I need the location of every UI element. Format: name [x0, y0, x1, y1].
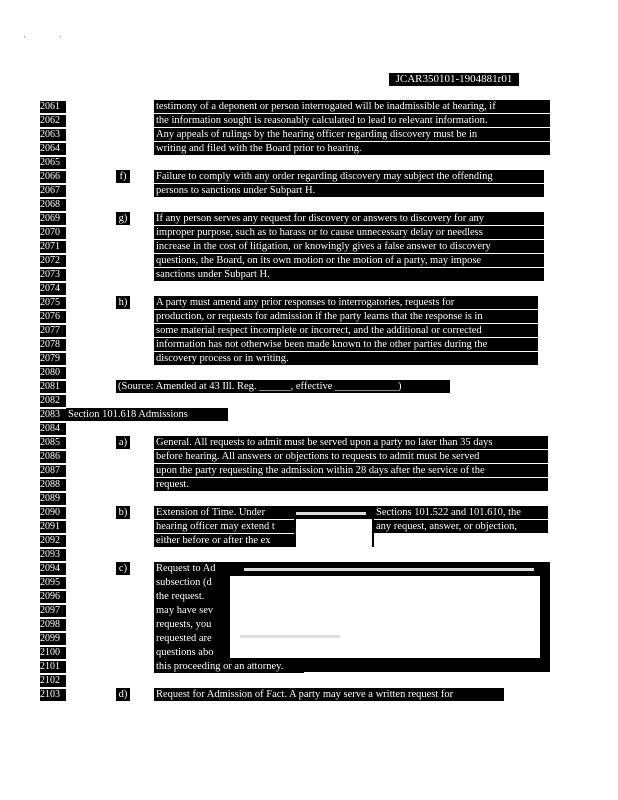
line-number: 2087 — [40, 465, 66, 477]
document-id: JCAR350101-1904881r01 — [389, 73, 519, 86]
text-line: request. — [154, 478, 548, 491]
line-number: 2081 — [40, 381, 66, 393]
line-number: 2074 — [40, 283, 66, 295]
text-line: Request to Ad — [154, 562, 228, 575]
text-line: persons to sanctions under Subpart H. — [154, 184, 544, 197]
line-number: 2085 — [40, 437, 66, 449]
line-number: 2091 — [40, 521, 66, 533]
text-line: writing and filed with the Board prior to hearing. — [154, 142, 550, 155]
subsection-label-h: h) — [116, 296, 130, 309]
line-number: 2101 — [40, 661, 66, 673]
line-number: 2093 — [40, 549, 66, 561]
subsection-label-d: d) — [116, 688, 130, 701]
line-number: 2098 — [40, 619, 66, 631]
line-number: 2084 — [40, 423, 66, 435]
text-line: information has not otherwise been made known to the other parties during the — [154, 338, 538, 351]
text-line: discovery process or in writing. — [154, 352, 538, 365]
text-line: production, or requests for admission if the party learns that the response is in — [154, 310, 538, 323]
line-number: 2102 — [40, 675, 66, 687]
subsection-label-b: b) — [116, 506, 130, 519]
text-line: Failure to comply with any order regarding discovery may subject the offending — [154, 170, 544, 183]
line-number: 2096 — [40, 591, 66, 603]
line-number: 2099 — [40, 633, 66, 645]
scan-mark-left: ' — [24, 36, 26, 42]
line-number: 2092 — [40, 535, 66, 547]
line-number: 2094 — [40, 563, 66, 575]
text-line: either before or after the ex — [154, 534, 294, 547]
line-number: 2067 — [40, 185, 66, 197]
line-number: 2071 — [40, 241, 66, 253]
whiteout-region — [296, 519, 372, 547]
text-line: may have sev — [154, 604, 228, 617]
line-number: 2063 — [40, 129, 66, 141]
line-number: 2073 — [40, 269, 66, 281]
text-line: any request, answer, or objection, — [374, 520, 548, 533]
line-number: 2069 — [40, 213, 66, 225]
text-line: Sections 101.522 and 101.610, the — [374, 506, 548, 519]
text-line: Request for Admission of Fact. A party may serve a written request for — [154, 688, 504, 701]
line-number: 2083 — [40, 409, 66, 421]
text-line: subsection (d — [154, 576, 228, 589]
text-line: Extension of Time. Under — [154, 506, 294, 519]
text-line: improper purpose, such as to harass or to cause unnecessary delay or needless — [154, 226, 544, 239]
faded-text — [296, 512, 366, 515]
line-number: 2086 — [40, 451, 66, 463]
text-line: questions abo — [154, 646, 228, 659]
faded-text — [240, 635, 340, 638]
line-number: 2078 — [40, 339, 66, 351]
subsection-label-a: a) — [116, 436, 130, 449]
line-number: 2079 — [40, 353, 66, 365]
line-number: 2103 — [40, 689, 66, 701]
text-line: questions, the Board, on its own motion or the motion of a party, may impose — [154, 254, 544, 267]
subsection-label-c: c) — [116, 562, 130, 575]
line-number: 2095 — [40, 577, 66, 589]
text-line: the request. — [154, 590, 228, 603]
text-line: requests, you — [154, 618, 228, 631]
text-line: Any appeals of rulings by the hearing officer regarding discovery must be in — [154, 128, 550, 141]
text-line: this proceeding or an attorney. — [154, 660, 304, 673]
line-number: 2097 — [40, 605, 66, 617]
line-number: 2088 — [40, 479, 66, 491]
section-heading: Section 101.618 Admissions — [66, 408, 228, 421]
subsection-label-g: g) — [116, 212, 130, 225]
line-number: 2064 — [40, 143, 66, 155]
text-line: increase in the cost of litigation, or knowingly gives a false answer to discovery — [154, 240, 544, 253]
line-number: 2062 — [40, 115, 66, 127]
text-line: hearing officer may extend t — [154, 520, 294, 533]
line-number: 2070 — [40, 227, 66, 239]
text-line: General. All requests to admit must be served upon a party no later than 35 days — [154, 436, 548, 449]
text-line: before hearing. All answers or objections to requests to admit must be served — [154, 450, 548, 463]
line-number: 2100 — [40, 647, 66, 659]
line-number: 2065 — [40, 157, 66, 169]
line-number: 2072 — [40, 255, 66, 267]
text-line: requested are — [154, 632, 228, 645]
text-line: sanctions under Subpart H. — [154, 268, 544, 281]
line-number: 2080 — [40, 367, 66, 379]
text-line: testimony of a deponent or person interrogated will be inadmissible at hearing, if — [154, 100, 550, 113]
text-line: If any person serves any request for discovery or answers to discovery for any — [154, 212, 544, 225]
scan-mark-right: ' — [60, 36, 62, 42]
faded-text — [244, 568, 534, 571]
text-line: A party must amend any prior responses to interrogatories, requests for — [154, 296, 538, 309]
line-number: 2089 — [40, 493, 66, 505]
whiteout-region — [230, 576, 540, 658]
source-note: (Source: Amended at 43 Ill. Reg. ______, effective ____________) — [116, 380, 450, 393]
line-number: 2075 — [40, 297, 66, 309]
line-number: 2061 — [40, 101, 66, 113]
line-number: 2068 — [40, 199, 66, 211]
text-line: the information sought is reasonably calculated to lead to relevant information. — [154, 114, 550, 127]
text-line: upon the party requesting the admission within 28 days after the service of the — [154, 464, 548, 477]
line-number: 2066 — [40, 171, 66, 183]
line-number: 2076 — [40, 311, 66, 323]
line-number: 2077 — [40, 325, 66, 337]
line-number: 2090 — [40, 507, 66, 519]
text-line: some material respect incomplete or incorrect, and the additional or corrected — [154, 324, 538, 337]
line-number: 2082 — [40, 395, 66, 407]
subsection-label-f: f) — [116, 170, 130, 183]
